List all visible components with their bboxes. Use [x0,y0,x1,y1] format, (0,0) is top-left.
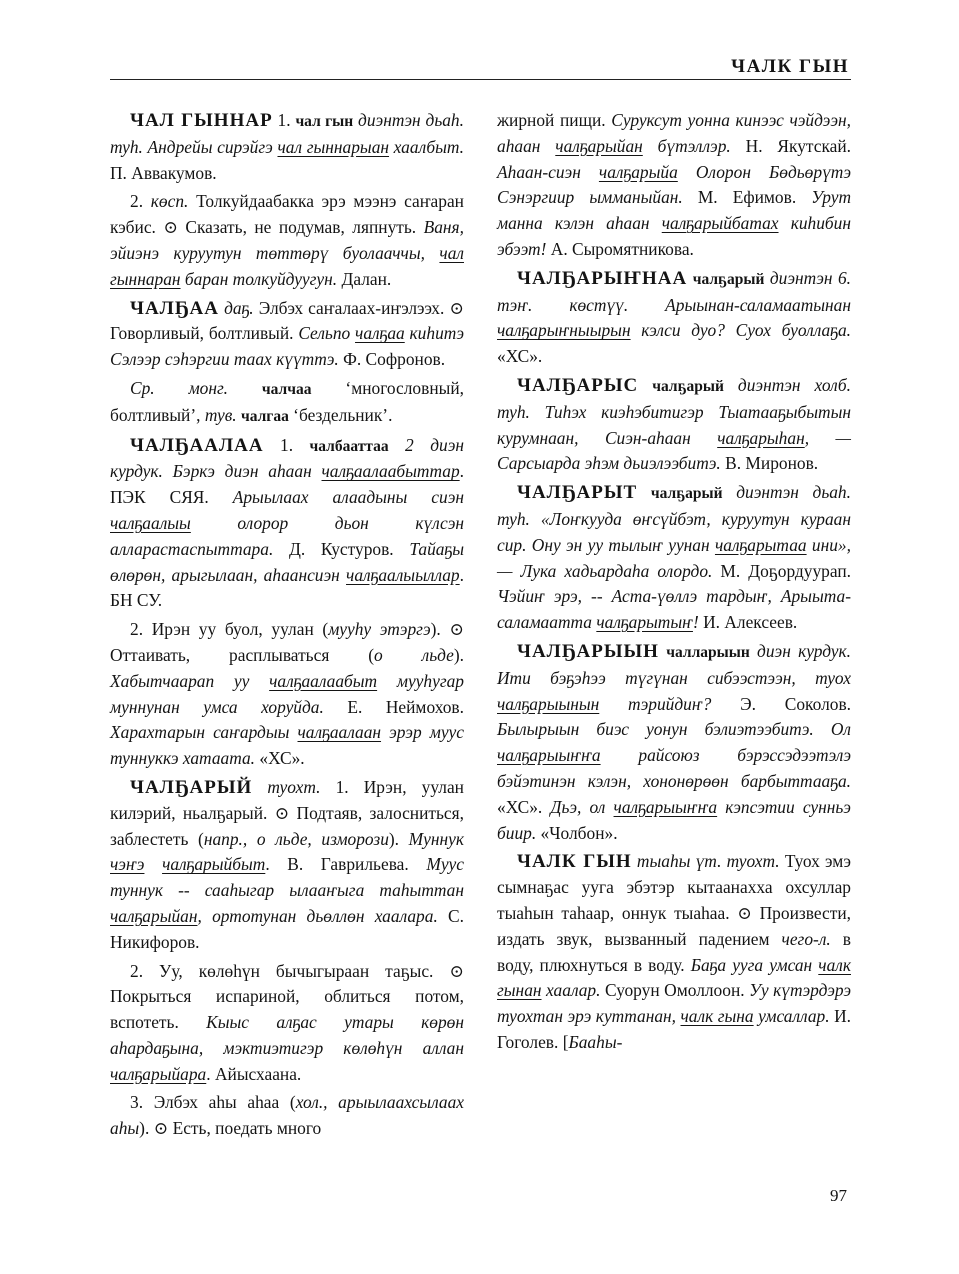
entry-text: чалҕарый [652,377,724,395]
entry-headword: ЧАЛҔАРЫЫН [517,640,659,662]
entry-text: Ср. монг. [130,377,228,398]
entry-text: чалҕаалыы [110,512,191,533]
entry-text [637,482,651,502]
entry-text: чалҕарыйбыт [162,854,266,875]
entry-text: Далан. [341,268,392,289]
entry-text: туохт. [252,776,321,797]
entry-text: Суорун Омоллоон. [605,980,750,1001]
entry-text: бүтэллэр. [642,135,746,156]
entry-text: чал гыннарыан [277,136,390,157]
entry-text: напр., о льде, изморози [203,828,389,849]
entry-text: эрэр муус туннуккэ хатаата. [110,722,464,769]
entry-text: чалчаа [261,380,312,398]
dictionary-entry [110,775,464,956]
entry-text: чалбааттаа [309,437,389,455]
entry-text: П. Аввакумов. [110,162,217,183]
dictionary-entry [110,959,464,1088]
entry-headword: ЧАЛҔАРЫС [517,374,639,396]
dictionary-entry [110,108,464,186]
entry-text: в воду, плюхнуться в воду. [497,928,851,975]
entry-text: Д. Кустуров. [289,538,410,559]
entry-text: , — Сарсыарда эһэм дьиэлээбитэ. [497,427,851,474]
entry-text: 1. [263,434,310,455]
entry-text: Суруксут уонна кинээс чэйдээн, аһаан [497,110,851,156]
entry-headword: ЧАЛҔАРЫЙ [130,776,253,798]
entry-text: чалҕарыҥныырын [497,320,631,341]
entry-text: , ортотунан дьөллөн хаалара. [197,905,449,926]
entry-text: чалҕарый [650,485,723,503]
entry-text: чалҕарыыҥҥа [613,796,718,817]
entry-text: Былырыын биэс уонун бэлиэтээбитэ. Ол [497,719,851,740]
entry-text: чал гын [295,113,354,130]
entry-text: Баҕа ууга умсан [690,954,819,975]
entry-text: «Чолбон». [540,822,618,843]
entry-text: 1. Ирэн, уулан килэрий, ньалҕарый. ⊙ Подтаяв, залосниться, заблестеть ( [110,776,464,849]
entry-text: чэҥэ [110,854,145,875]
entry-text: кэпсэтии сунньэ биир. [497,796,851,843]
entry-text: чалҕарыйан [110,905,198,926]
entry-headword: ЧАЛ ГЫННАР [130,110,273,131]
entry-text: тув. [204,404,237,425]
dictionary-entry [497,480,851,636]
entry-text: 2 диэн курдук. Бэркэ диэн аһаан [110,434,464,482]
dictionary-entry [497,639,851,846]
entry-text: Толкуйдаабакка эрэ мээнэ саҥаран кэбис. ⊙ Сказать, не подумав, ляпнуть. [110,191,464,238]
entry-text: умсаллар. [753,1006,835,1027]
entry-text: Айысхаана. [214,1063,302,1084]
page-number: 97 [830,1186,847,1205]
entry-text: чалк гынан [497,954,851,1001]
entry-text: ). [388,828,409,849]
dictionary-entry [497,849,851,1055]
entry-text [228,378,262,398]
entry-text: А. Сыромятникова. [550,238,694,259]
dictionary-entry [497,108,851,263]
entry-text: Кыыс алҕас утары көрөн аһардаҕына, мэктиэтигэр көлөһүн аллан [110,1012,464,1058]
entry-text: чалҕарыйара [110,1063,207,1084]
entry-text: чалҕаалаабыт [269,670,378,691]
entry-text: ). ⊙ Есть, поедать много [139,1118,322,1139]
entry-text: чалҕаалаабыттар [321,461,460,482]
entry-text: . [265,854,288,875]
entry-text: райсоюз бэрэссэдээтэлэ бэйэтинэн кэлэн, хононөрөөн барбыттааҕа. [497,745,851,791]
entry-text: мууһу этэргэ [328,619,431,640]
entry-text: диэнтэн дьаһ. туһ. «Лоҥкууда өҥсүйбэт, куруутун кураан сир. Ону эн уу тылыҥ уунан [497,482,851,555]
entry-text: чего-л. [781,928,831,949]
entry-text: хол., арыылаахсылаах аһы [110,1092,464,1139]
entry-text: ини», — Лука хадьардаһа олордо. [497,534,851,581]
entry-text: Ф. Софронов. [343,349,446,370]
entry-text: ). ⊙ Оттаивать, расплываться ( [110,619,464,665]
entry-text: Е. Неймохов. [347,696,464,717]
entry-text [638,375,652,395]
entry-text: Сельпо [298,323,356,344]
dictionary-entry [497,373,851,477]
entry-text: чалҕарый [692,270,765,288]
entry-text: чалҕарытаа [714,534,807,555]
entry-text: чалҕаалаан [297,722,382,743]
entry-headword: ЧАЛҔАРЫТ [517,482,638,504]
entry-text: Дьэ, ол [550,796,614,817]
entry-text: Уу күтэрдэрэ туохтан эрэ куттанан, [497,980,852,1027]
entry-text: Урут манна кэлэн аһаан [497,187,852,234]
entry-text: чалҕаа [355,323,405,344]
entry-text: Элбэх саҥалаах-иҥэлээх. ⊙ Говорливый, болтливый. [110,297,464,344]
dictionary-entry [110,189,464,292]
entry-text: Арыылаах алаадыны сиэн [232,487,464,508]
entry-text: Хабытчаарап уу [110,670,270,691]
entry-text: тэрийдиҥ? [599,693,741,714]
left-column [110,108,464,1145]
entry-headword: ЧАЛК ГЫН [517,851,632,873]
entry-text: чалҕарыйбатах [661,213,779,234]
entry-text: ! [692,612,704,633]
entry-text: М. Ефимов. [697,187,812,208]
header-rule [110,79,851,80]
entry-text: чалларыын [666,643,750,661]
entry-text: хаалар. [541,980,606,1001]
entry-headword: ЧАЛҔААЛАА [130,434,264,456]
entry-text: ). [453,644,464,665]
entry-text: «ХС». [497,796,551,817]
entry-text: тыаһы үт. туохт. [631,851,780,872]
entry-text: киһитэ Сэлээр сэһэргии таах күүттэ. [110,323,464,370]
dictionary-entry [110,1090,464,1142]
entry-text: И. Гоголев. [ [497,1006,851,1052]
entry-text: хаалбыт. [389,136,465,157]
entry-text [144,854,162,874]
entry-text: . [206,1063,215,1084]
entry-text: чалгаа [240,407,289,425]
dictionary-entry [497,266,851,370]
entry-text: . БН СУ. [110,564,464,611]
entry-text: «ХС». [497,346,543,367]
dictionary-entry [110,376,464,430]
entry-text: Муус туннук -- сааһыгар ылааҥыга таһыттан [110,854,464,901]
entry-text: диэнтэн 6. тэҥ. көстүү. Арыынан-саламаатынан [497,267,851,315]
entry-text: чалҕарыынын [497,693,600,714]
entry-text: 2. Уу, көлөһүн бычыгыраан таҕыс. ⊙ Покрыться испариной, облиться потом, вспотеть. [110,960,464,1033]
entry-text: баран толкуйдуугун. [180,268,342,289]
entry-text: чалҕарыһан [717,427,805,448]
entry-text: Чэйиҥ эрэ, -- Аста-үөллэ тардыҥ, Арыыта-саламаатта [497,586,851,633]
entry-text: диэнтэн дьаһ. туһ. Андрейы сирэйгэ [110,110,464,157]
entry-text: көсп. [150,191,189,212]
entry-text: 3. Элбэх аһы аһаа ( [130,1092,296,1113]
entry-text: о льде [374,644,454,665]
dictionary-entry [110,296,464,373]
entry-text: жирной пищи. [497,110,612,130]
entry-text: чалҕарыйан [555,135,643,156]
entry-text: диэн курдук. Ити бэҕэһээ түгүнан сибээстээн, туох [497,640,851,688]
right-column [497,108,851,1059]
entry-text: В. Миронов. [725,453,819,474]
entry-headword: ЧАЛҔАА [130,297,219,319]
entry-text: Тайаҕы өлөрөн, арыгылаан, аһаансиэн [110,538,464,585]
entry-text: 2. [130,191,151,212]
entry-text: И. Алексеев. [703,612,798,633]
entry-text: М. Доҕордуурап. [720,560,852,581]
entry-text: чалҕарыыҥҥа [497,745,601,766]
entry-text: . ПЭК СЯЯ. [110,461,464,508]
entry-text: 1. [272,110,296,130]
entry-text: В. Гаврильева. [287,854,427,875]
entry-text: киһибин эбээт! [497,213,852,259]
entry-text: диэнтэн холб. туһ. Тиһэх киэһэбитигэр Тыатааҕыбытын курумнаан, Сиэн-аһаан [497,374,851,448]
entry-text: Ваня, эйиэнэ куруутун төттөрү буолааччы, [110,217,464,263]
entry-text: «ХС». [259,748,305,769]
entry-text: ‘бездельник’. [288,404,393,425]
entry-text: Муннук [408,828,464,849]
entry-text: чал гыннаран [110,242,464,289]
entry-text: чалҕаалыыллар [346,564,460,585]
entry-text: чалк гына [680,1006,754,1027]
entry-text: Олорон Бөдьөрүтэ Сэнэргиир ымманыйан. [497,161,851,208]
entry-text: 2. Ирэн уу буол, уулан ( [130,619,329,640]
entry-text: олорор дьон күлсэн алларастаспыттара. [110,512,464,559]
entry-text: Туох эмэ сымнаҕас ууга эбэтэр кытаанахха охсуллар тыаһын таһаар, оннук тыаһаа. ⊙ Произвести, издать звук, вызванный падением [497,851,851,949]
entry-headword: ЧАЛҔАРЫҤНАА [517,267,688,289]
entry-text: Бааһы- [568,1031,623,1052]
entry-text: даҕ. [218,297,254,318]
entry-text: Э. Соколов. [740,693,851,714]
dictionary-entry [110,433,464,615]
entry-text: чалҕарытыҥ [596,612,693,633]
running-head: ЧАЛК ГЫН [731,56,849,77]
entry-text: Аһаан-сиэн [497,161,599,182]
entry-text: Харахтарын саҥардыы [110,722,298,743]
entry-text: мууһугар муннунан умса хоруйда. [110,670,464,717]
dictionary-entry [110,617,464,772]
entry-text: ‘многословный, болтливый’, [110,377,464,425]
entry-text: Н. Якутскай. [745,135,852,156]
entry-text: С. Никифоров. [110,905,464,952]
entry-text: чалҕарыйа [598,161,678,182]
entry-text: кэлси дуо? Суох буоллаҕа. [630,320,851,341]
